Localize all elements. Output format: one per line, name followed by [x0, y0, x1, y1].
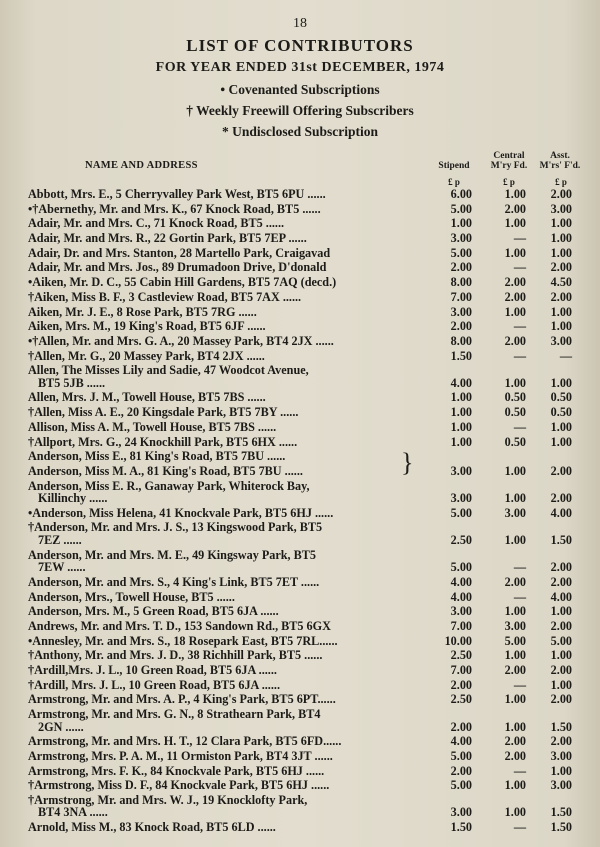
value-asst: 2.00 [550, 463, 572, 478]
unit-stipend: £ p [448, 177, 460, 187]
value-central: 0.50 [504, 434, 526, 449]
value-asst: 3.00 [550, 333, 572, 348]
contributor-name: †Anthony, Mr. and Mrs. J. D., 38 Richhill Park, BT5 ...... [28, 648, 323, 663]
table-row [0, 391, 600, 404]
value-stipend: 3.00 [450, 805, 472, 820]
value-stipend: 5.00 [450, 748, 472, 763]
contributor-name: Armstrong, Mr. and Mrs. H. T., 12 Clara Park, BT5 6FD...... [28, 734, 342, 749]
table-row [0, 421, 600, 434]
value-stipend: 2.00 [450, 319, 472, 334]
value-central: — [513, 763, 526, 778]
table-row [0, 821, 600, 834]
contributor-name: †Allport, Mrs. G., 24 Knockhill Park, BT5 6HX ...... [28, 434, 298, 449]
table-row [0, 507, 600, 520]
table-row [0, 364, 600, 377]
contributor-name: Allen, Mrs. J. M., Towell House, BT5 7BS ...... [28, 390, 266, 405]
contributor-name: Adair, Mr. and Mrs. C., 71 Knock Road, BT5 ...... [28, 216, 285, 231]
table-row [0, 534, 600, 547]
value-asst: 1.50 [550, 820, 572, 835]
contributor-name: •†Abernethy, Mr. and Mrs. K., 67 Knock Road, BT5 ...... [28, 201, 321, 216]
contributor-name: 2GN ...... [38, 719, 84, 734]
value-asst: 1.50 [550, 532, 572, 547]
contributor-name: †Ardill, Mrs. J. L., 10 Green Road, BT5 6JA ...... [28, 677, 280, 692]
value-asst: 2.00 [550, 260, 572, 275]
value-stipend: 2.50 [450, 648, 472, 663]
value-central: 2.00 [504, 662, 526, 677]
value-stipend: 1.50 [450, 820, 472, 835]
value-central: 0.50 [504, 405, 526, 420]
value-stipend: 1.00 [450, 390, 472, 405]
value-asst: 1.50 [550, 719, 572, 734]
value-central: — [513, 319, 526, 334]
value-stipend: 2.00 [450, 260, 472, 275]
contributor-name: †Allen, Miss A. E., 20 Kingsdale Park, BT5 7BY ...... [28, 405, 299, 420]
value-central: 1.00 [504, 778, 526, 793]
contributor-name: Armstrong, Mrs. F. K., 84 Knockvale Park, BT5 6HJ ...... [28, 763, 325, 778]
value-central: 1.00 [504, 604, 526, 619]
value-stipend: 1.00 [450, 405, 472, 420]
table-row [0, 276, 600, 289]
table-row [0, 492, 600, 505]
value-stipend: 5.00 [450, 778, 472, 793]
value-asst: 2.00 [550, 734, 572, 749]
table-row [0, 649, 600, 662]
value-stipend: 7.00 [450, 289, 472, 304]
table-row [0, 635, 600, 648]
contributor-name: Anderson, Mr. and Mrs. S., 4 King's Link, BT5 7ET ...... [28, 574, 320, 589]
value-stipend: 5.00 [450, 201, 472, 216]
value-stipend: 3.00 [450, 463, 472, 478]
contributor-name: †Armstrong, Miss D. F., 84 Knockvale Park, BT5 6HJ ...... [28, 778, 330, 793]
brace-icon: } [401, 448, 414, 478]
contributor-name: Adair, Mr. and Mrs. R., 22 Gortin Park, BT5 7EP ...... [28, 231, 307, 246]
value-asst: 4.00 [550, 505, 572, 520]
contributor-name: Anderson, Miss E., 81 King's Road, BT5 7BU ...... [28, 449, 286, 464]
table-row [0, 620, 600, 633]
contributor-name: •†Allen, Mr. and Mrs. G. A., 20 Massey Park, BT4 2JX ...... [28, 333, 334, 348]
value-stipend: 2.00 [450, 677, 472, 692]
value-stipend: 4.00 [450, 734, 472, 749]
value-central: 1.00 [504, 463, 526, 478]
value-asst: 1.00 [550, 231, 572, 246]
value-central: 2.00 [504, 748, 526, 763]
table-row [0, 693, 600, 706]
value-asst: 3.00 [550, 778, 572, 793]
table-row [0, 576, 600, 589]
table-row [0, 188, 600, 201]
contributor-name: BT5 5JB ...... [38, 375, 106, 390]
unit-central: £ p [503, 177, 515, 187]
contributor-name: Aiken, Mr. J. E., 8 Rose Park, BT5 7RG ...... [28, 304, 257, 319]
value-stipend: 3.00 [450, 491, 472, 506]
legend-weekly-freewill: † Weekly Freewill Offering Subscribers [186, 103, 414, 118]
value-asst: 1.00 [550, 434, 572, 449]
value-asst: 1.00 [550, 677, 572, 692]
value-asst: 1.00 [550, 604, 572, 619]
table-row [0, 436, 600, 449]
value-asst: 3.00 [550, 748, 572, 763]
value-stipend: 7.00 [450, 662, 472, 677]
contributor-name: †Armstrong, Mr. and Mrs. W. J., 19 Knocklofty Park, [28, 792, 308, 807]
contributor-name: 7EZ ...... [38, 532, 82, 547]
value-central: 2.00 [504, 289, 526, 304]
column-header-central: Central M'ry Fd. [490, 151, 528, 171]
value-central: 1.00 [504, 692, 526, 707]
table-row [0, 465, 600, 478]
value-stipend: 2.00 [450, 763, 472, 778]
value-stipend: 3.00 [450, 604, 472, 619]
value-central: — [513, 348, 526, 363]
value-asst: 2.00 [550, 491, 572, 506]
page-number: 18 [293, 16, 307, 31]
contributor-name: Anderson, Mrs. M., 5 Green Road, BT5 6JA ...... [28, 604, 279, 619]
value-stipend: 8.00 [450, 333, 472, 348]
value-asst: 2.00 [550, 692, 572, 707]
contributor-name: Andrews, Mr. and Mrs. T. D., 153 Sandown Rd., BT5 6GX [28, 618, 331, 633]
contributor-name: Anderson, Mrs., Towell House, BT5 ...... [28, 589, 235, 604]
value-stipend: 5.00 [450, 505, 472, 520]
value-asst: 1.00 [550, 375, 572, 390]
contributor-name: Adair, Dr. and Mrs. Stanton, 28 Martello Park, Craigavad [28, 245, 331, 260]
page-subtitle: FOR YEAR ENDED 31st DECEMBER, 1974 [155, 60, 445, 75]
table-row [0, 549, 600, 562]
value-central: 1.00 [504, 304, 526, 319]
value-asst: 2.00 [550, 618, 572, 633]
value-stipend: 5.00 [450, 245, 472, 260]
value-stipend: 10.00 [444, 633, 472, 648]
value-stipend: 5.00 [450, 560, 472, 575]
contributor-name: Allison, Miss A. M., Towell House, BT5 7BS ...... [28, 419, 277, 434]
value-central: 1.00 [504, 216, 526, 231]
value-asst: 1.00 [550, 763, 572, 778]
value-asst: 2.00 [550, 574, 572, 589]
table-row [0, 779, 600, 792]
value-central: — [513, 560, 526, 575]
value-stipend: 3.00 [450, 304, 472, 319]
value-central: 1.00 [504, 375, 526, 390]
table-row [0, 721, 600, 734]
value-central: 2.00 [504, 275, 526, 290]
value-central: 1.00 [504, 719, 526, 734]
contributor-name: †Allen, Mr. G., 20 Massey Park, BT4 2JX ...... [28, 348, 265, 363]
value-stipend: 4.00 [450, 375, 472, 390]
table-row [0, 406, 600, 419]
table-row [0, 605, 600, 618]
contributor-name: Anderson, Miss E. R., Ganaway Park, Whiterock Bay, [28, 478, 310, 493]
value-central: 1.00 [504, 245, 526, 260]
contributor-name: •Aiken, Mr. D. C., 55 Cabin Hill Gardens, BT5 7AQ (decd.) [28, 275, 337, 290]
value-stipend: 2.50 [450, 692, 472, 707]
table-row [0, 679, 600, 692]
contributor-name: †Ardill,Mrs. J. L., 10 Green Road, BT5 6JA ...... [28, 662, 277, 677]
value-stipend: 2.00 [450, 719, 472, 734]
value-asst: 1.00 [550, 304, 572, 319]
table-row [0, 335, 600, 348]
value-asst: 0.50 [550, 390, 572, 405]
value-central: 2.00 [504, 201, 526, 216]
value-central: — [513, 589, 526, 604]
contributor-name: Aiken, Mrs. M., 19 King's Road, BT5 6JF ...... [28, 319, 266, 334]
value-asst: 1.00 [550, 216, 572, 231]
value-central: — [513, 260, 526, 275]
table-row [0, 232, 600, 245]
value-central: 1.00 [504, 532, 526, 547]
value-central: 5.00 [504, 633, 526, 648]
table-row [0, 708, 600, 721]
contributor-name: †Aiken, Miss B. F., 3 Castleview Road, BT5 7AX ...... [28, 289, 302, 304]
table-row [0, 561, 600, 574]
value-asst: 1.00 [550, 319, 572, 334]
value-central: — [513, 820, 526, 835]
contributor-name: 7EW ...... [38, 560, 86, 575]
table-row [0, 664, 600, 677]
contributor-name: Allen, The Misses Lily and Sadie, 47 Woodcot Avenue, [28, 363, 309, 378]
value-central: — [513, 677, 526, 692]
value-asst: 1.00 [550, 245, 572, 260]
value-stipend: 3.00 [450, 231, 472, 246]
value-central: 2.00 [504, 333, 526, 348]
table-row [0, 217, 600, 230]
value-stipend: 8.00 [450, 275, 472, 290]
table-row [0, 320, 600, 333]
value-stipend: 1.50 [450, 348, 472, 363]
value-stipend: 4.00 [450, 589, 472, 604]
page-title: LIST OF CONTRIBUTORS [186, 36, 414, 55]
contributor-name: •Annesley, Mr. and Mrs. S., 18 Rosepark East, BT5 7RL...... [28, 633, 338, 648]
value-stipend: 1.00 [450, 419, 472, 434]
value-asst: 2.00 [550, 662, 572, 677]
value-stipend: 7.00 [450, 618, 472, 633]
value-asst: 4.50 [550, 275, 572, 290]
value-stipend: 6.00 [450, 187, 472, 201]
value-central: 2.00 [504, 574, 526, 589]
contributor-name: Armstrong, Mr. and Mrs. G. N., 8 Strathearn Park, BT4 [28, 707, 321, 721]
value-central: 1.00 [504, 648, 526, 663]
value-central: 1.00 [504, 187, 526, 201]
value-asst: 0.50 [550, 405, 572, 420]
contributor-name: BT4 3NA ...... [38, 805, 108, 820]
value-asst: — [559, 348, 572, 363]
value-asst: 2.00 [550, 187, 572, 201]
value-central: — [513, 231, 526, 246]
contributor-name: Anderson, Miss M. A., 81 King's Road, BT5 7BU ...... [28, 463, 303, 478]
table-row [0, 203, 600, 216]
value-asst: 1.00 [550, 648, 572, 663]
table-row [0, 306, 600, 319]
value-asst: 4.00 [550, 589, 572, 604]
column-header-stipend: Stipend [438, 161, 470, 171]
contributor-name: Killinchy ...... [38, 491, 108, 506]
table-row [0, 735, 600, 748]
table-row [0, 591, 600, 604]
value-asst: 2.00 [550, 289, 572, 304]
contributor-name: †Anderson, Mr. and Mrs. J. S., 13 Kingswood Park, BT5 [28, 520, 323, 535]
value-stipend: 1.00 [450, 216, 472, 231]
table-row [0, 750, 600, 763]
value-asst: 1.00 [550, 419, 572, 434]
unit-asst: £ p [555, 177, 567, 187]
value-asst: 3.00 [550, 201, 572, 216]
column-header-asst: Asst. M'rs' F'd. [539, 151, 581, 171]
table-row [0, 377, 600, 390]
legend-undisclosed: * Undisclosed Subscription [221, 124, 379, 139]
table-row [0, 765, 600, 778]
value-asst: 5.00 [550, 633, 572, 648]
value-central: 1.00 [504, 491, 526, 506]
table-row [0, 350, 600, 363]
value-central: 2.00 [504, 734, 526, 749]
value-central: 1.00 [504, 805, 526, 820]
value-stipend: 4.00 [450, 574, 472, 589]
table-row [0, 261, 600, 274]
column-header-name: NAME AND ADDRESS [85, 160, 198, 171]
table-row [0, 806, 600, 819]
value-central: 3.00 [504, 505, 526, 520]
contributor-name: Armstrong, Mr. and Mrs. A. P., 4 King's Park, BT5 6PT...... [28, 692, 336, 707]
contributor-name: Anderson, Mr. and Mrs. M. E., 49 Kingsway Park, BT5 [28, 547, 317, 562]
legend-covenanted: • Covenanted Subscriptions [220, 82, 380, 97]
value-central: 3.00 [504, 618, 526, 633]
value-stipend: 1.00 [450, 434, 472, 449]
value-stipend: 2.50 [450, 532, 472, 547]
contributor-name: Adair, Mr. and Mrs. Jos., 89 Drumadoon Drive, D'donald [28, 260, 327, 275]
contributor-name: Abbott, Mrs. E., 5 Cherryvalley Park West, BT5 6PU ...... [28, 187, 326, 201]
table-row [0, 291, 600, 304]
value-asst: 1.50 [550, 805, 572, 820]
contributor-name: •Anderson, Miss Helena, 41 Knockvale Park, BT5 6HJ ...... [28, 505, 334, 520]
table-row [0, 247, 600, 260]
value-asst: 2.00 [550, 560, 572, 575]
contributors-list [0, 188, 600, 836]
value-central: 0.50 [504, 390, 526, 405]
contributor-name: Armstrong, Mrs. P. A. M., 11 Ormiston Park, BT4 3JT ...... [28, 748, 333, 763]
value-central: — [513, 419, 526, 434]
contributor-name: Arnold, Miss M., 83 Knock Road, BT5 6LD ...... [28, 820, 276, 835]
